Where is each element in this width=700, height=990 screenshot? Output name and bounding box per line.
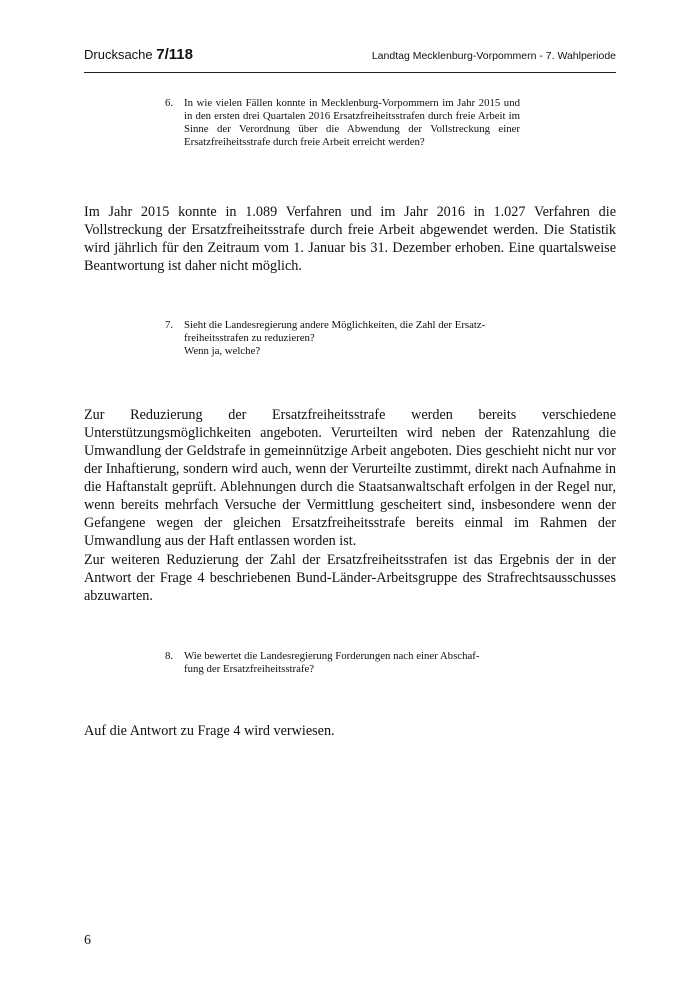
question-8 <box>165 650 520 676</box>
question-line: Sieht die Landesregierung andere Möglichkeiten, die Zahl der Ersatz- <box>184 319 486 331</box>
question-number: 8. <box>165 650 174 662</box>
question-7 <box>165 319 520 358</box>
question-text: In wie vielen Fällen konnte in Mecklenburg-Vorpommern im Jahr 2015 und in den ersten drei Quartalen 2016 Ersatzfreiheitsstrafen durch freie Arbeit im Sinne der Verordnung über die Abwendung der Vollstreckung einer Ersatzfreiheitsstrafe durch freie Arbeit erreicht werden? <box>184 97 520 148</box>
page-number: 6 <box>84 933 91 948</box>
parliament-label: Landtag Mecklenburg-Vorpommern - 7. Wahlperiode <box>371 50 616 62</box>
answer-paragraph: Zur Reduzierung der Ersatzfreiheitsstrafe werden bereits verschiedene Unterstützungsmöglichkeiten angeboten. Verurteilten wird neben der Ratenzahlung die Umwandlung der Geldstrafe in gemeinnützige Arbeit angeboten. Dies geschieht nicht nur vor der Inhaftierung, sondern wird auch, wenn der Verurteilte zustimmt, direkt nach Aufnahme in die Haftanstalt geprüft. Ablehnungen durch die Staatsanwaltschaft erfolgen in der Regel nur, wenn bereits mehrfach Versuche der Vermittlung gescheitert sind, insbesondere wenn der Gefangene wegen der gleichen Ersatzfreiheitsstrafe bereits einmal im Rahmen der Umwandlung aus der Haft entlassen worden ist. <box>84 407 616 549</box>
answer-paragraph: Im Jahr 2015 konnte in 1.089 Verfahren und im Jahr 2016 in 1.027 Verfahren die Vollstreckung der Ersatzfreiheitsstrafe durch freie Arbeit abgewendet werden. Die Statistik wird jährlich für den Zeitraum vom 1. Januar bis 31. Dezember erhoben. Eine quartalsweise Beantwortung ist daher nicht möglich. <box>84 204 616 274</box>
header-divider <box>84 72 616 73</box>
question-number: 6. <box>165 97 174 109</box>
question-line: freiheitsstrafen zu reduzieren? <box>184 332 315 344</box>
question-number: 7. <box>165 319 174 331</box>
answer-paragraph: Zur weiteren Reduzierung der Zahl der Ersatzfreiheitsstrafen ist das Ergebnis der in der Antwort der Frage 4 beschriebenen Bund-Länder-Arbeitsgruppe des Strafrechtsausschusses abzuwarten. <box>84 552 616 604</box>
question-line: Wie bewertet die Landesregierung Forderungen nach einer Abschaf- <box>184 650 480 662</box>
question-line: fung der Ersatzfreiheitsstrafe? <box>184 663 315 675</box>
question-6 <box>165 97 520 149</box>
document-prefix: Drucksache <box>84 47 157 62</box>
answer-paragraph: Auf die Antwort zu Frage 4 wird verwiesen. <box>84 723 335 739</box>
document-number: 7/118 <box>156 46 193 63</box>
question-line: Wenn ja, welche? <box>184 345 261 357</box>
page-header <box>84 44 616 68</box>
document-id <box>84 46 193 63</box>
